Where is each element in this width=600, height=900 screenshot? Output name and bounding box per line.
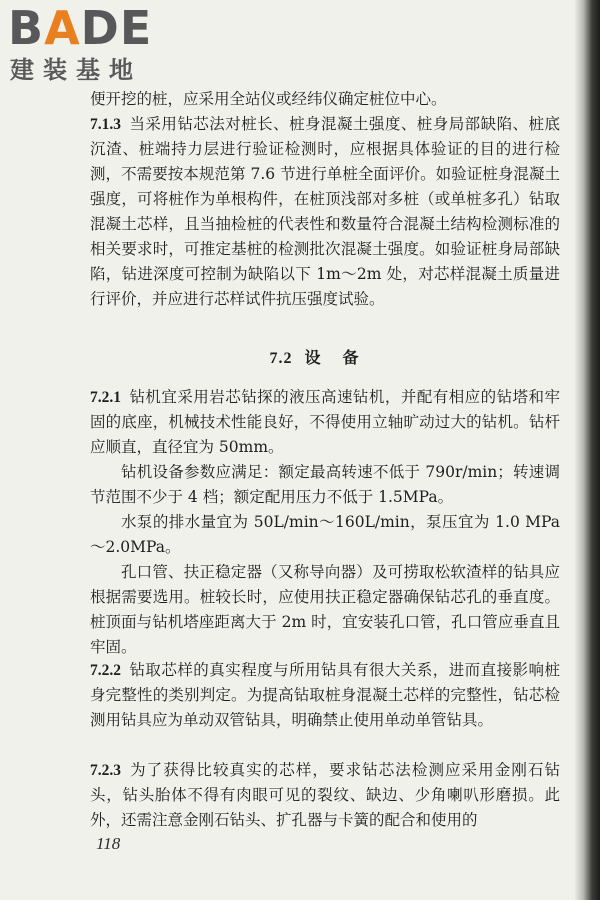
clause-number: 7.2.3	[90, 762, 121, 779]
logo-wordmark	[8, 1, 153, 55]
logo-subtitle: 建装基地	[10, 56, 142, 84]
paragraph-stabilizer: 孔口管、扶正稳定器（又称导向器）及可捞取松软渣样的钻具应根据需要选用。桩较长时，应使用扶正稳定器确保钻芯孔的垂直度。桩顶面与钻机塔座距离大于 2m 时，宜安装孔口管，孔口管应垂直且牢固。	[90, 563, 560, 656]
paragraph-drill-params: 钻机设备参数应满足：额定最高转速不低于 790r/min；转速调节范围不少于 4 档；额定配用压力不低于 1.5MPa。	[90, 463, 560, 506]
logo-letters-de: DE	[80, 1, 153, 55]
logo-letter-a-accent: A	[44, 1, 81, 55]
bade-watermark-logo	[8, 1, 188, 90]
clause-7-2-2	[90, 658, 560, 733]
clause-text: 当采用钻芯法对桩长、桩身混凝土强度、桩身局部缺陷、桩底沉渣、桩端持力层进行验证检测时，应根据具体验证的目的进行检测，不需要按本规范第 7.6 节进行单桩全面评价。如验证桩身混凝土强度，可将桩作为单根构件，在桩顶浅部对多桩（或单桩多孔）钻取混凝土芯样，且当抽检桩的代表性和数量符合混凝土结构检测标准的相关要求时，可推定基桩的检测批次混凝土强度。如验证桩身局部缺陷，钻进深度可控制为缺陷以下 1m～2m 处，对芯样混凝土质量进行评价，并应进行芯样试件抗压强度试验。	[90, 115, 560, 308]
section-number: 7.2	[269, 350, 293, 367]
clause-text: 钻机宜采用岩芯钻探的液压高速钻机，并配有相应的钻塔和牢固的底座，机械技术性能良好，不得使用立轴旷动过大的钻机。钻杆应顺直，直径宜为 50mm。	[90, 388, 560, 456]
page-number: 118	[96, 834, 121, 853]
paragraph-pump: 水泵的排水量宜为 50L/min～160L/min，泵压宜为 1.0 MPa～2.0MPa。	[90, 513, 560, 556]
clause-text: 钻取芯样的真实程度与所用钻具有很大关系，进而直接影响桩身完整性的类别判定。为提高钻取桩身混凝土芯样的完整性，钻芯检测用钻具应为单动双管钻具，明确禁止使用单动单管钻具。	[90, 661, 560, 729]
clause-7-2-1	[90, 385, 560, 460]
paragraph-continuation: 便开挖的桩，应采用全站仪或经纬仪确定桩位中心。	[90, 90, 447, 108]
clause-7-2-3	[90, 758, 560, 833]
section-name: 设备	[304, 348, 381, 367]
clause-text: 为了获得比较真实的芯样，要求钻芯法检测应采用金刚石钻头，钻头胎体不得有肉眼可见的裂纹、缺边、少角喇叭形磨损。此外，还需注意金刚石钻头、扩孔器与卡簧的配合和使用的	[90, 761, 560, 829]
clause-7-1-3	[90, 112, 560, 312]
clause-number: 7.2.2	[90, 662, 121, 679]
scan-binding-shadow	[574, 0, 600, 900]
logo-letter-b: B	[8, 1, 45, 55]
clause-number: 7.1.3	[90, 116, 121, 133]
section-heading	[90, 346, 560, 371]
clause-number: 7.2.1	[90, 389, 121, 406]
